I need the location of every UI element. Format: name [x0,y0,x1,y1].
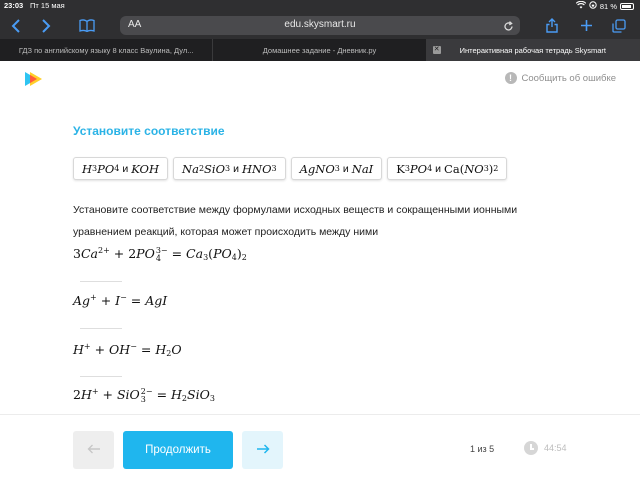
tab-label: Интерактивная рабочая тетрадь Skysmart [459,45,606,55]
previous-button[interactable] [73,431,114,469]
skysmart-logo-icon[interactable] [24,71,44,92]
chip-na2sio3-hno3[interactable]: Na 2 SiO 3 и HNO 3 [173,157,286,180]
equation-water: $H^+ + OH^- = H_2O$ [73,342,182,358]
chip-connector: и [342,162,349,175]
arrow-right-icon [256,441,270,459]
tabs-overview-icon[interactable] [608,12,630,39]
exclamation-icon: ! [505,72,517,84]
drop-slot-1[interactable] [80,281,122,282]
reload-icon[interactable] [503,19,514,37]
equation-silver-iodide: Ag+ + I− = AgI [73,293,168,308]
report-error-link[interactable] [505,72,617,84]
status-time: 23:03 [4,1,24,10]
status-bar [0,0,640,12]
chip-connector: и [233,162,239,175]
close-tab-icon[interactable]: ✕ [433,46,440,53]
tab-strip [0,39,640,61]
status-date: Пт 15 мая [30,1,65,10]
browser-toolbar [0,12,640,39]
battery-label: 81 % [599,1,617,11]
tab-skysmart[interactable] [427,39,640,61]
tab-label: Домашнее задание - Дневник.ру [262,45,377,55]
bottom-bar [0,414,640,480]
clock-icon [524,441,538,455]
tab-label: ГДЗ по английскому языку 8 класс Ваулина, Дул... [18,45,194,55]
url-text: edu.skysmart.ru [284,19,356,30]
bookmarks-icon[interactable] [76,12,98,39]
new-tab-icon[interactable] [576,12,596,39]
chip-connector: и [122,162,129,175]
report-error-label: Сообщить об ошибке [521,72,616,84]
equation-calcium-phosphate: $3Ca^{2+} + 2PO$ 3− 4 = $Ca_3(PO_4)_2$ [73,245,247,263]
option-chips [73,157,507,180]
equation-silicic-acid: 2H+ + SiO 2− 3 = $H_2SiO_3$ [73,386,215,404]
arrow-left-icon [87,441,101,459]
status-right [576,1,634,11]
back-icon[interactable] [6,12,26,39]
wifi-icon [576,1,586,11]
next-button[interactable] [242,431,283,469]
text-size-button[interactable]: AA [128,19,142,30]
tab-gdz[interactable] [0,39,213,61]
forward-icon[interactable] [36,12,56,39]
share-icon[interactable] [542,12,562,39]
address-bar[interactable] [120,16,520,35]
chip-h3po4-koh[interactable]: H 3 PO 4 и KOH [73,157,168,180]
orientation-lock-icon [589,1,597,11]
timer-value: 44:54 [544,443,567,453]
drop-slot-3[interactable] [80,376,122,377]
progress-counter: 1 из 5 [470,444,495,454]
battery-icon [620,3,634,10]
chip-k3po4-cano32[interactable]: K 3 PO 4 и Ca( NO 3 ) 2 [387,157,507,180]
drop-slot-2[interactable] [80,328,122,329]
continue-button[interactable]: Продолжить [123,431,233,469]
task-instruction: Установите соответствие между формулами исходных веществ и сокращенными ионными уравнением реакций, которая может происходить между ними [73,204,518,238]
chip-agno3-nai[interactable]: AgNO 3 и NaI [291,157,383,180]
timer [524,441,567,455]
tab-dnevnik[interactable] [213,39,426,61]
task-title: Установите соответствие [73,124,225,138]
chip-connector: и [435,162,442,175]
